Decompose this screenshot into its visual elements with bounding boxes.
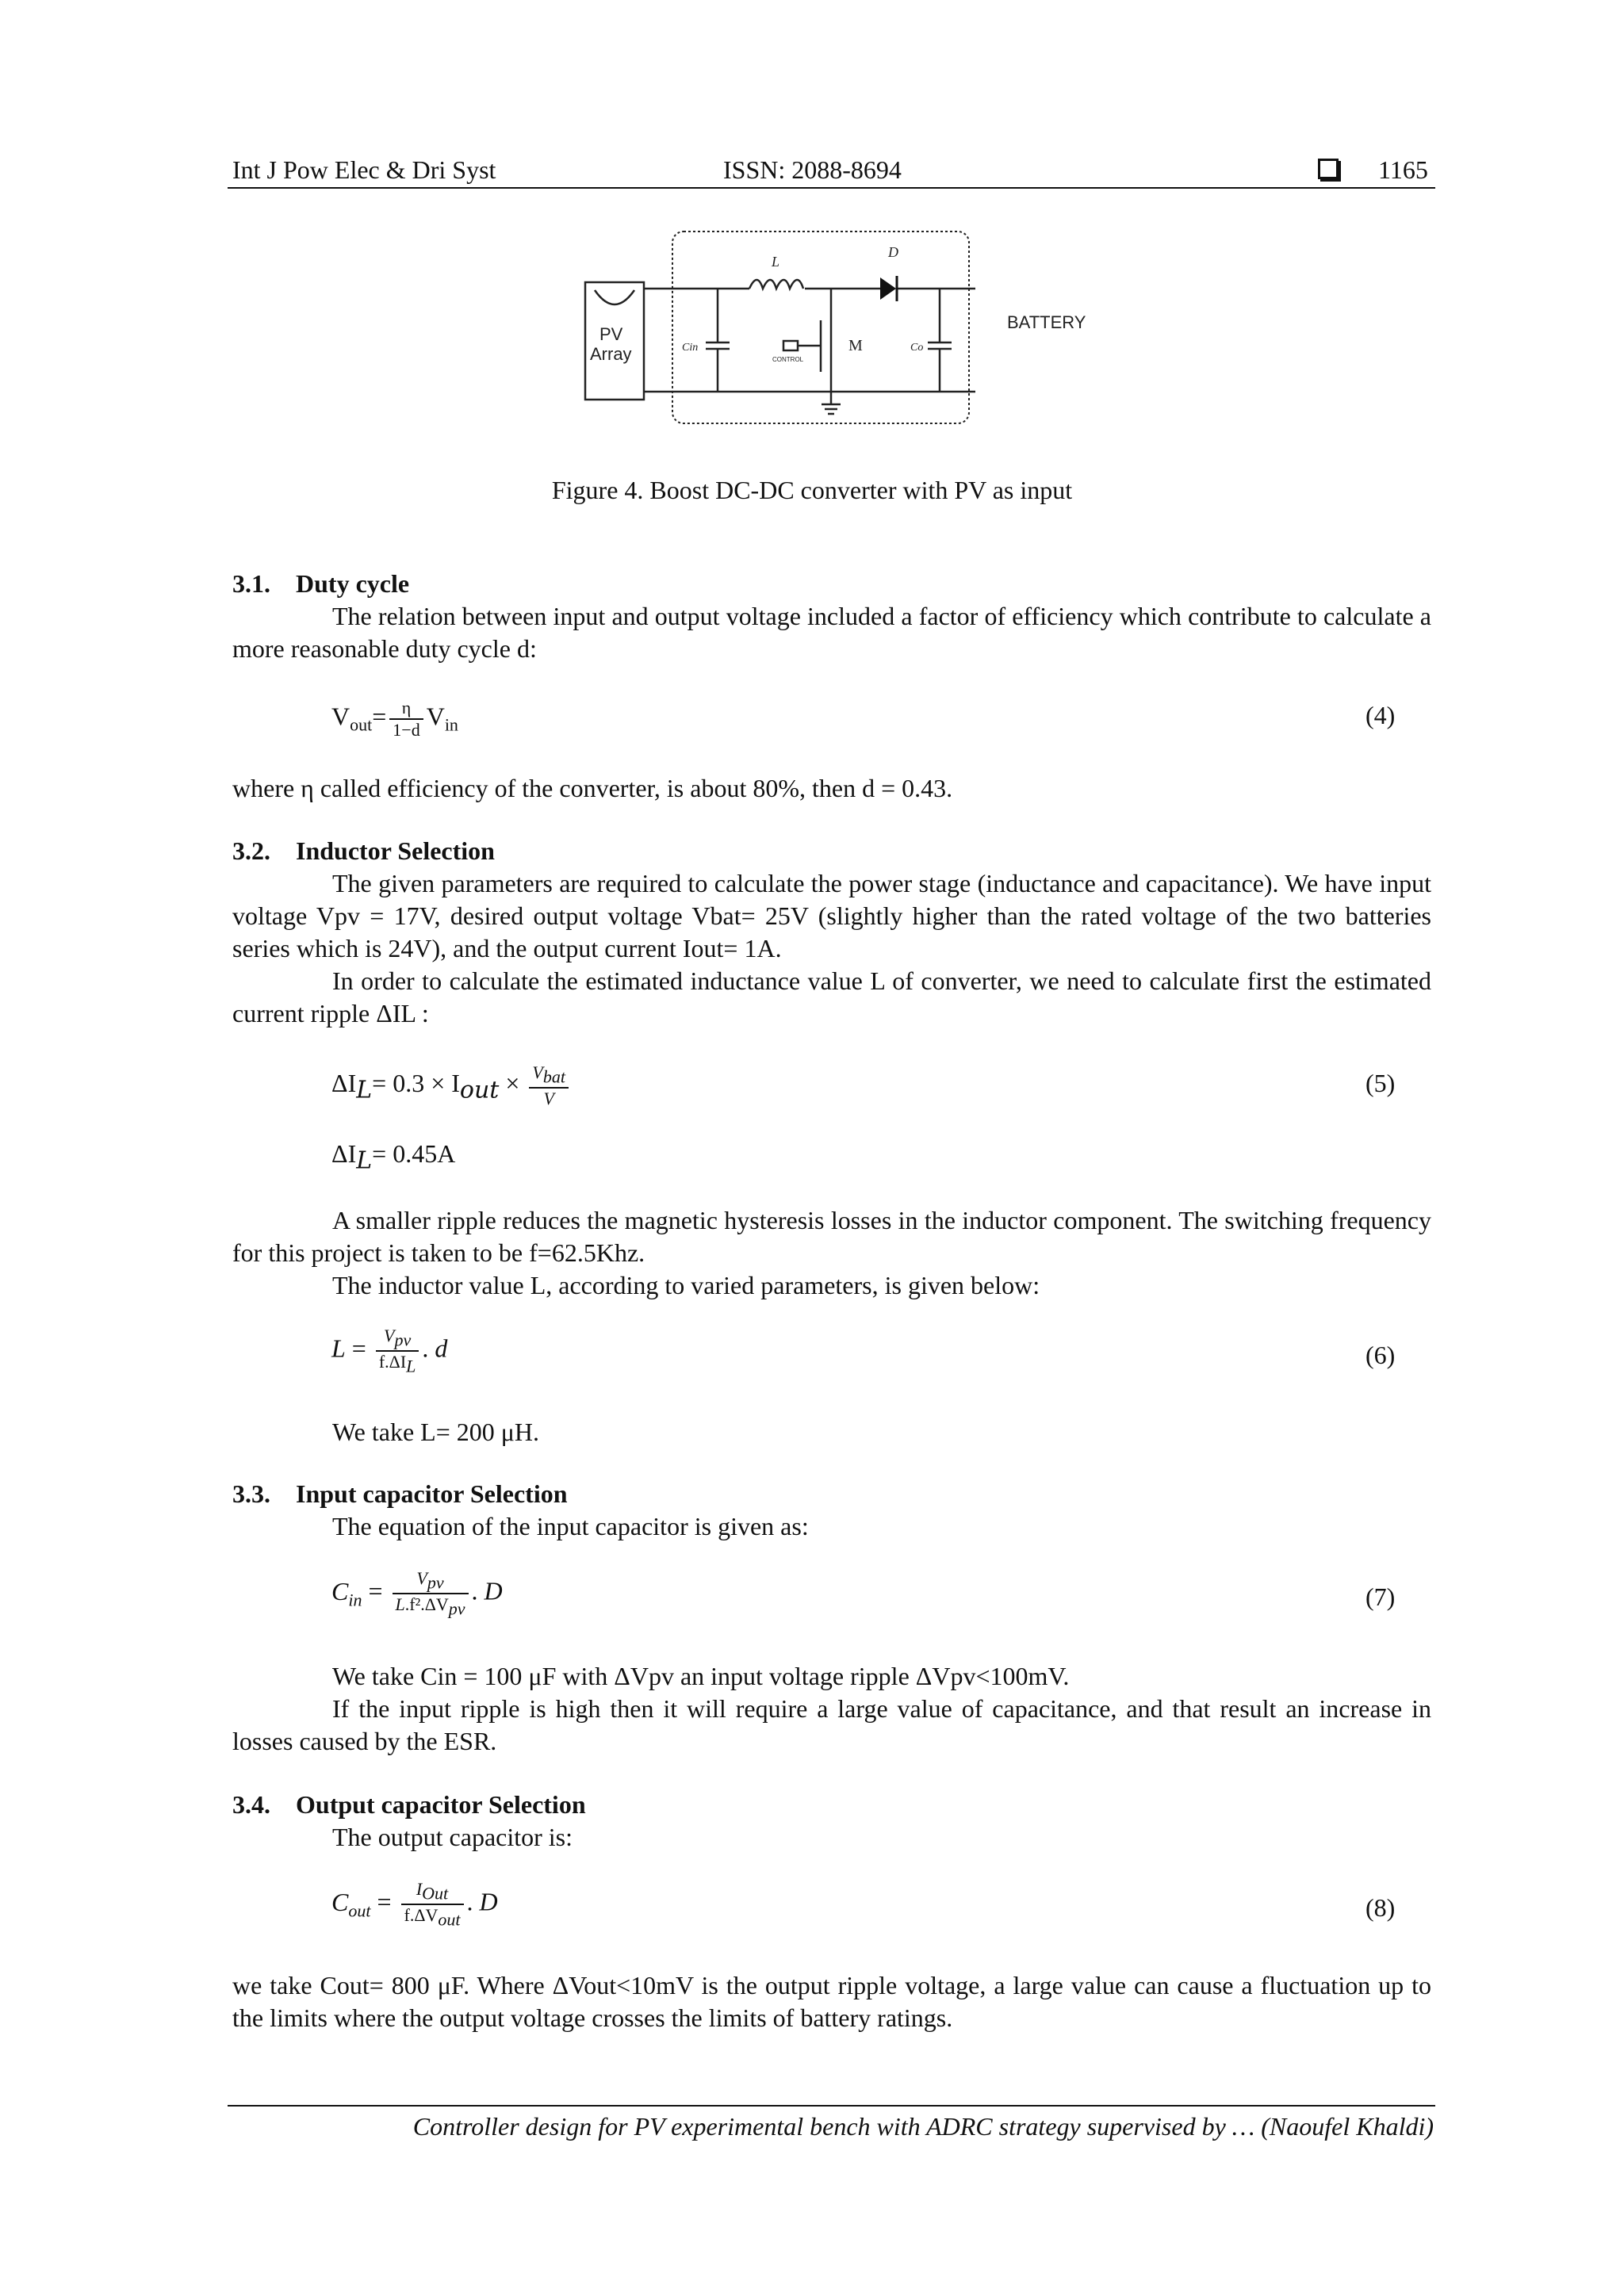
section-heading-3-1: 3.1. Duty cycle [232,569,410,598]
running-footer: Controller design for PV experimental bench with ADRC strategy supervised by … (Naoufel Khaldi) [412,2112,1434,2141]
figure-caption: Figure 4. Boost DC-DC converter with PV as input [551,476,1073,504]
paragraph-3-1-efficiency: where η called efficiency of the converter, is about 80%, then d = 0.43. [232,774,953,802]
paragraph-3-2-ripple: In order to calculate the estimated inductance value L of converter, we need to calculate first the estimated current ripple ΔIL : [232,966,1431,1027]
checkbox-glyph-icon [1318,159,1339,179]
label-control: CONTROL [772,356,804,363]
label-pv: PV [599,324,623,344]
section-heading-3-2: 3.2. Inductor Selection [232,836,495,865]
section-heading-3-3: 3.3. Input capacitor Selection [232,1479,568,1508]
label-co: Co [910,342,924,354]
boost-converter-diagram [579,225,975,431]
running-header-issn: ISSN: 2088-8694 [723,155,902,184]
equation-4: $V_{out}=$ $\frac{\eta}{1-d}$ $V_{in}$ [331,698,458,740]
label-array: Array [590,344,632,364]
equation-number-8: (8) [1365,1893,1396,1922]
footer-rule [228,2105,1435,2107]
paragraph-3-2-parameters: The given parameters are required to calculate the power stage (inductance and capacitance). We have input voltage Vpv = 17V, desired output voltage Vbat= 25V (slightly higher than the rated voltage of the two batteries series which is 24V), and the output current Iout= 1A. [232,869,1431,962]
paragraph-3-3-value: We take Cin = 100 μF with ΔVpv an input voltage ripple ΔVpv<100mV. [332,1662,1070,1690]
paragraph-3-2-inductor: The inductor value L, according to varied parameters, is given below: [332,1271,1040,1299]
paragraph-3-3-esr: If the input ripple is high then it will require a large value of capacitance, and that result an increase in losses caused by the ESR. [232,1694,1431,1755]
section-heading-3-4: 3.4. Output capacitor Selection [232,1790,586,1819]
equation-number-6: (6) [1365,1341,1396,1369]
equation-6: L = $\frac{V_{pv}}{f.\Delta I_L}$ . d [331,1326,448,1376]
paragraph-3-4-value: we take Cout= 800 μF. Where ΔVout<10mV is the output ripple voltage, a large value can cause a fluctuation up to the limits where the output voltage crosses the limits of battery ratings. [232,1971,1431,2032]
paragraph-3-1-intro: The relation between input and output voltage included a factor of efficiency which contribute to calculate a more reasonable duty cycle d: [232,602,1431,663]
running-header-journal: Int J Pow Elec & Dri Syst [232,155,496,184]
label-cin: Cin [682,342,699,354]
header-rule [228,187,1435,189]
equation-5-result: $\Delta I_L= 0.45A$ [331,1139,456,1175]
label-inductor: L [772,254,780,270]
label-diode: D [888,244,898,260]
label-battery: BATTERY [1007,312,1086,332]
paragraph-3-3-intro: The equation of the input capacitor is given as: [332,1512,809,1540]
equation-8: $C_{out}$ = $\frac{I_{Out}}{f.\Delta V_{out}}$ . D [331,1879,498,1930]
equation-5: $\Delta I_L= 0.3 \times I_{out}$ × $\frac{V_{bat}}{V}$ [331,1062,572,1109]
paragraph-3-2-switching: A smaller ripple reduces the magnetic hysteresis losses in the inductor component. The switching frequency for this project is taken to be f=62.5Khz. [232,1206,1431,1267]
equation-number-7: (7) [1365,1582,1396,1611]
equation-number-5: (5) [1365,1069,1396,1097]
equation-number-4: (4) [1365,701,1396,729]
paragraph-3-4-intro: The output capacitor is: [332,1823,573,1851]
paragraph-3-2-value: We take L= 200 μH. [332,1418,539,1446]
label-mosfet: M [848,337,863,354]
equation-7: $C_{in}$ = $\frac{V_{pv}}{L.f^2.\Delta V_{pv}}$ . D [331,1568,503,1619]
page-number: 1165 [1378,155,1428,184]
